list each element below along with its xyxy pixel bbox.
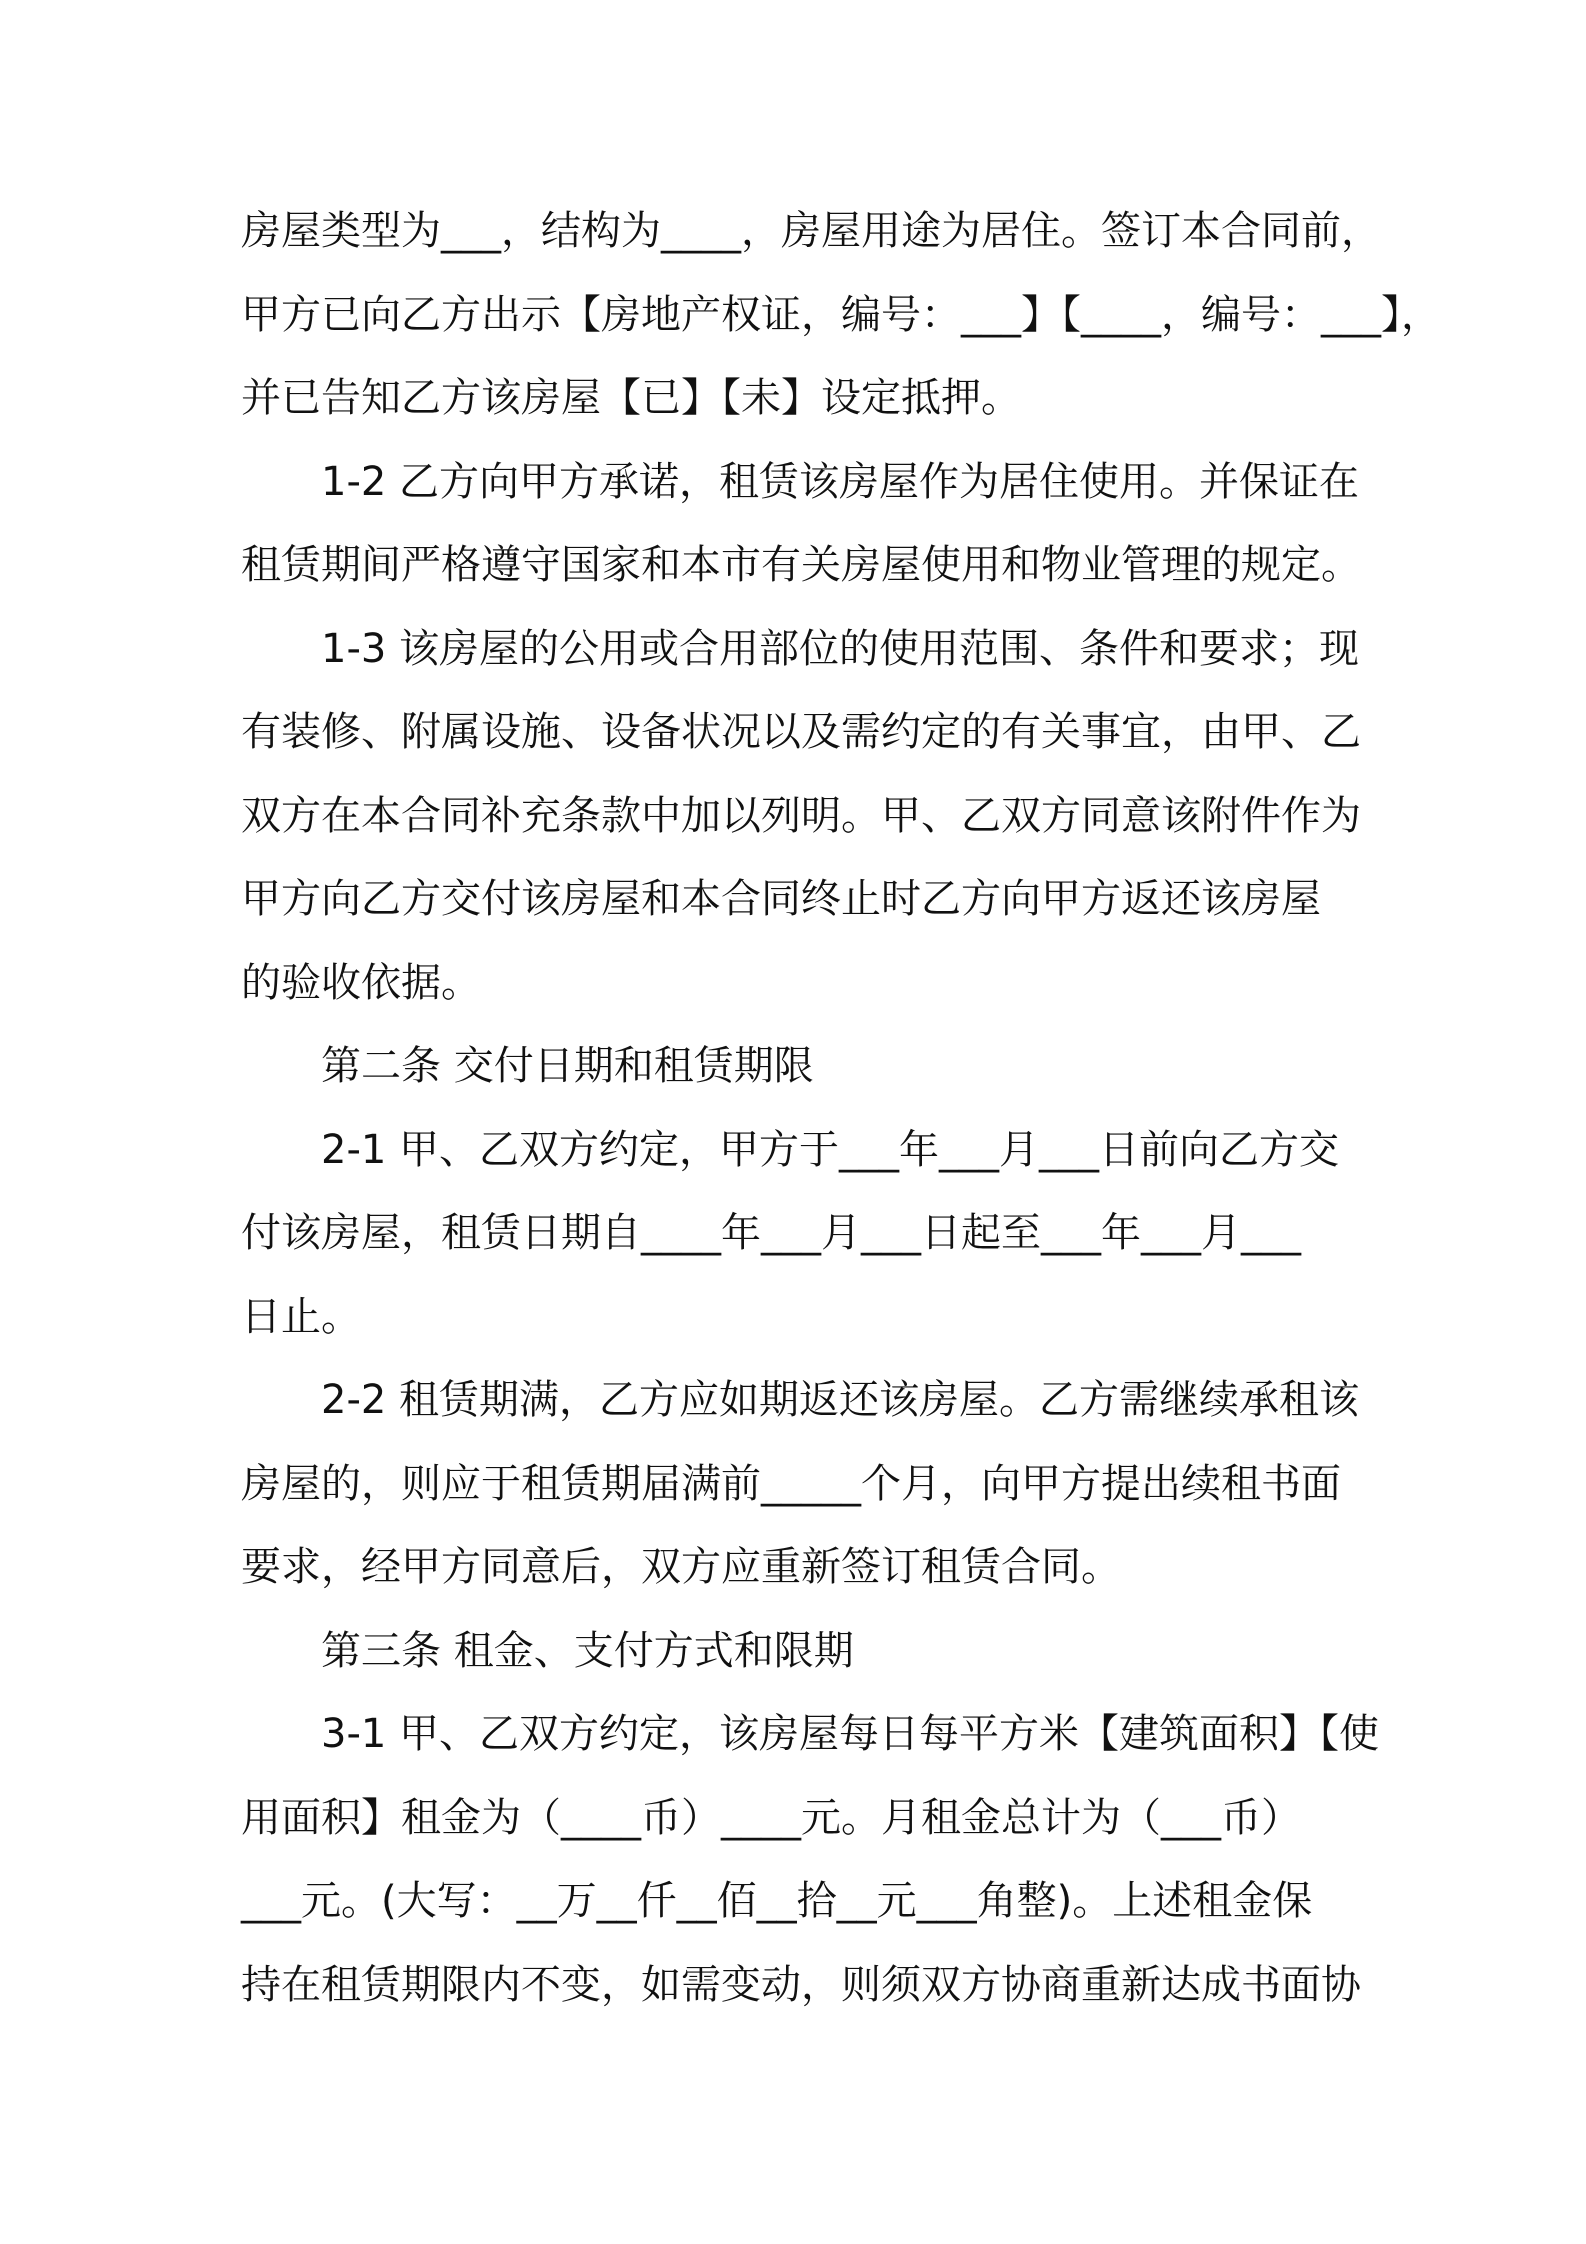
text-line: 房屋的，则应于租赁期届满前_____个月，向甲方提出续租书面 — [241, 1460, 1341, 1507]
text-line: 用面积】租金为（____币）____元。月租金总计为（___币） — [241, 1794, 1301, 1841]
clause-2-2: 2-2 租赁期满，乙方应如期返还该房屋。乙方需继续承租该 — [321, 1377, 1360, 1423]
text-line: 双方在本合同补充条款中加以列明。甲、乙双方同意该附件作为 — [241, 792, 1361, 839]
article-2-heading: 第二条 交付日期和租赁期限 — [321, 1043, 814, 1089]
clause-3-1: 3-1 甲、乙双方约定，该房屋每日每平方米【建筑面积】【使 — [321, 1711, 1380, 1757]
clause-1-2: 1-2 乙方向甲方承诺，租赁该房屋作为居住使用。并保证在 — [321, 458, 1360, 505]
text-line: 甲方已向乙方出示【房地产权证，编号：___】【____，编号：___】， — [241, 291, 1441, 338]
clause-1-3: 1-3 该房屋的公用或合用部位的使用范围、条件和要求；现 — [321, 625, 1360, 672]
contract-body — [241, 190, 1441, 2027]
text-line: 租赁期间严格遵守国家和本市有关房屋使用和物业管理的规定。 — [241, 542, 1361, 588]
text-line: 付该房屋，租赁日期自____年___月___日起至___年___月___ — [241, 1210, 1301, 1256]
text-line: 甲方向乙方交付该房屋和本合同终止时乙方向甲方返还该房屋 — [241, 876, 1321, 922]
article-3-heading: 第三条 租金、支付方式和限期 — [321, 1627, 854, 1674]
text-line: 日止。 — [241, 1293, 361, 1340]
text-line: 并已告知乙方该房屋【已】【未】设定抵押。 — [241, 375, 1021, 421]
text-line: 要求，经甲方同意后，双方应重新签订租赁合同。 — [241, 1544, 1121, 1590]
text-line: 房屋类型为___，结构为____，房屋用途为居住。签订本合同前， — [241, 208, 1381, 254]
text-line: 的验收依据。 — [241, 959, 481, 1006]
text-line: 持在租赁期限内不变，如需变动，则须双方协商重新达成书面协 — [241, 1961, 1361, 2008]
clause-2-1: 2-1 甲、乙双方约定，甲方于___年___月___日前向乙方交 — [321, 1126, 1340, 1173]
text-line: 有装修、附属设施、设备状况以及需约定的有关事宜，由甲、乙 — [241, 709, 1361, 755]
text-line: ___元。(大写：__万__仟__佰__拾__元___角整)。上述租金保 — [241, 1878, 1313, 1924]
